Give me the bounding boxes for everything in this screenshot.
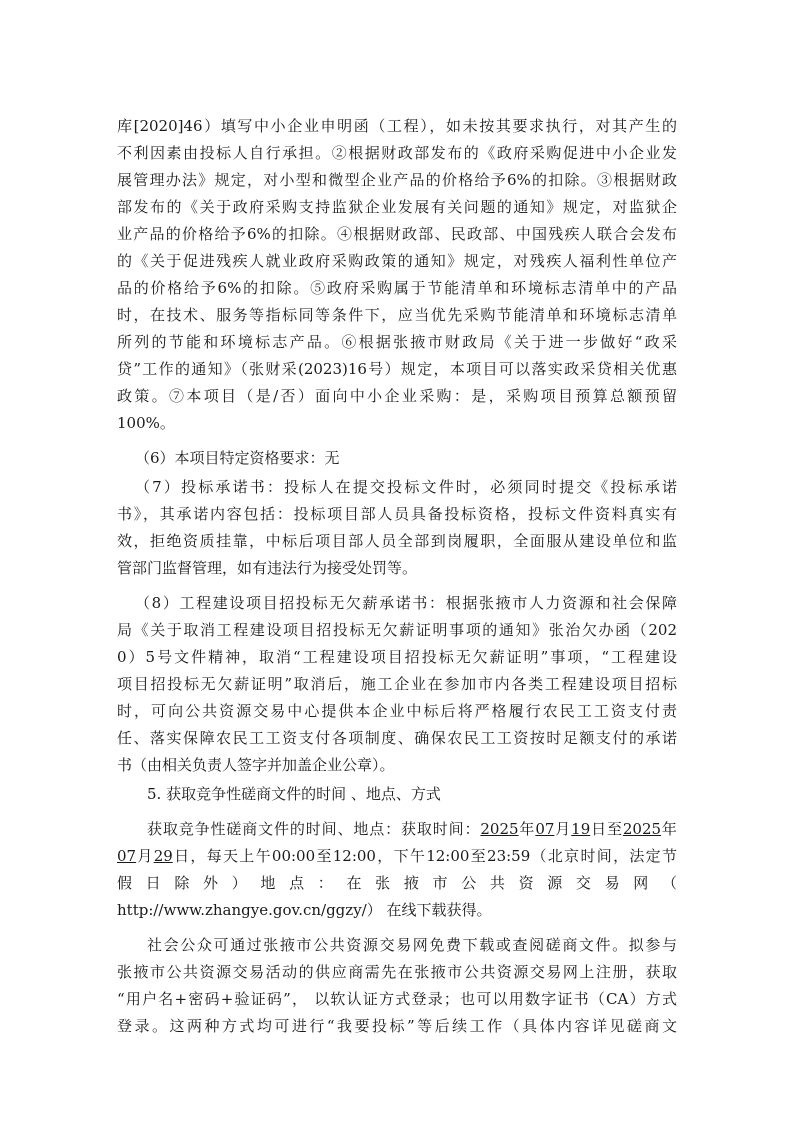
paragraph-line: 所列的节能和环境标志产品。⑥根据张掖市财政局《关于进一步做好“政采	[117, 333, 677, 351]
paragraph-line: 张掖市公共资源交易活动的供应商需先在张掖市公共资源交易网上注册，获取	[117, 963, 677, 981]
paragraph-line: 假 日 除 外 ） 地 点 ： 在 张 掖 市 公 共 资 源 交 易 网 （	[117, 874, 677, 892]
paragraph-line: 业产品的价格给予6%的扣除。④根据财政部、民政部、中国残疾人联合会发布	[117, 225, 677, 243]
acquisition-time-line-2	[117, 844, 677, 868]
month-sep: 月	[136, 847, 154, 865]
paragraph-line: 时，可向公共资源交易中心提供本企业中标后将严格履行农民工工资支付责	[117, 702, 677, 720]
start-month: 07	[535, 820, 555, 838]
paragraph-line: 登录。这两种方式均可进行“我要投标”等后续工作（具体内容详见磋商文	[117, 1017, 677, 1035]
end-year: 2025	[622, 820, 662, 838]
acquisition-time-line	[147, 817, 677, 841]
paragraph-line: 品的价格给予6%的扣除。⑤政府采购属于节能清单和环境标志清单中的产品	[117, 279, 677, 297]
paragraph-line: 部发布的《关于政府采购支持监狱企业发展有关问题的通知》规定，对监狱企	[117, 198, 677, 216]
time-rest: 日，每天上午00:00至12:00，下午12:00至23:59（北京时间，法定节	[172, 847, 677, 865]
paragraph-line: 书》，其承诺内容包括：投标项目部人员具备投标资格，投标文件资料真实有	[117, 505, 677, 523]
month-sep: 月	[554, 820, 572, 838]
end-month: 07	[117, 847, 137, 865]
year-sep: 年	[661, 820, 677, 838]
section-item-7: （7）投标承诺书：投标人在提交投标文件时，必须同时提交《投标承诺	[135, 478, 677, 496]
paragraph-line: 0）5号文件精神，取消“工程建设项目招投标无欠薪证明”事项，“工程建设	[117, 648, 677, 666]
paragraph-line: 效，拒绝资质挂靠，中标后项目部人员全部到岗履职，全面服从建设单位和监	[117, 532, 677, 550]
start-year: 2025	[480, 820, 519, 838]
paragraph-line: 项目招投标无欠薪证明”取消后，施工企业在参加市内各类工程建设项目招标	[117, 675, 677, 693]
paragraph-line: 管部门监督管理，如有违法行为接受处罚等。	[117, 559, 418, 577]
paragraph-line: 时，在技术、服务等指标同等条件下，应当优先采购节能清单和环境标志清单	[117, 306, 677, 324]
start-day: 19	[571, 820, 591, 838]
day-sep: 日至	[590, 820, 623, 838]
section-item-6: （6）本项目特定资格要求：无	[135, 449, 340, 467]
section-heading-5: 5. 获取竞争性磋商文件的时间 、地点、方式	[147, 785, 441, 803]
paragraph-line: 贷”工作的通知》（张财采(2023)16号）规定，本项目可以落实政采贷相关优惠	[117, 360, 677, 378]
paragraph-line: 展管理办法》规定，对小型和微型企业产品的价格给予6%的扣除。③根据财政	[117, 171, 677, 189]
paragraph-line: 局《关于取消工程建设项目招投标无欠薪证明事项的通知》张治欠办函（202	[117, 621, 677, 639]
paragraph-line: 100%。	[117, 414, 175, 432]
paragraph-line: “用户名+密码+验证码”， 以软认证方式登录；也可以用数字证书（CA）方式	[117, 990, 677, 1008]
paragraph-line: 库[2020]46）填写中小企业申明函（工程），如未按其要求执行，对其产生的	[117, 117, 677, 135]
year-sep: 年	[518, 820, 536, 838]
paragraph-line: 不利因素由投标人自行承担。②根据财政部发布的《政府采购促进中小企业发	[117, 144, 677, 162]
paragraph-line: 社会公众可通过张掖市公共资源交易网免费下载或查阅磋商文件。拟参与	[147, 936, 677, 954]
paragraph-line: 政策。⑦本项目（是/否）面向中小企业采购：是，采购项目预算总额预留	[117, 387, 677, 405]
paragraph-line: 书（由相关负责人签字并加盖企业公章）。	[117, 756, 395, 774]
paragraph-line: 的《关于促进残疾人就业政府采购政策的通知》规定，对残疾人福利性单位产	[117, 252, 677, 270]
end-day: 29	[153, 847, 173, 865]
time-prefix: 获取竞争性磋商文件的时间、地点：获取时间：	[147, 820, 481, 838]
paragraph-line: 任、落实保障农民工工资支付各项制度、确保农民工工资按时足额支付的承诺	[117, 729, 677, 747]
section-item-8: （8）工程建设项目招投标无欠薪承诺书：根据张掖市人力资源和社会保障	[135, 594, 677, 612]
website-link-line: http://www.zhangye.gov.cn/ggzy/） 在线下载获得。	[117, 901, 492, 919]
